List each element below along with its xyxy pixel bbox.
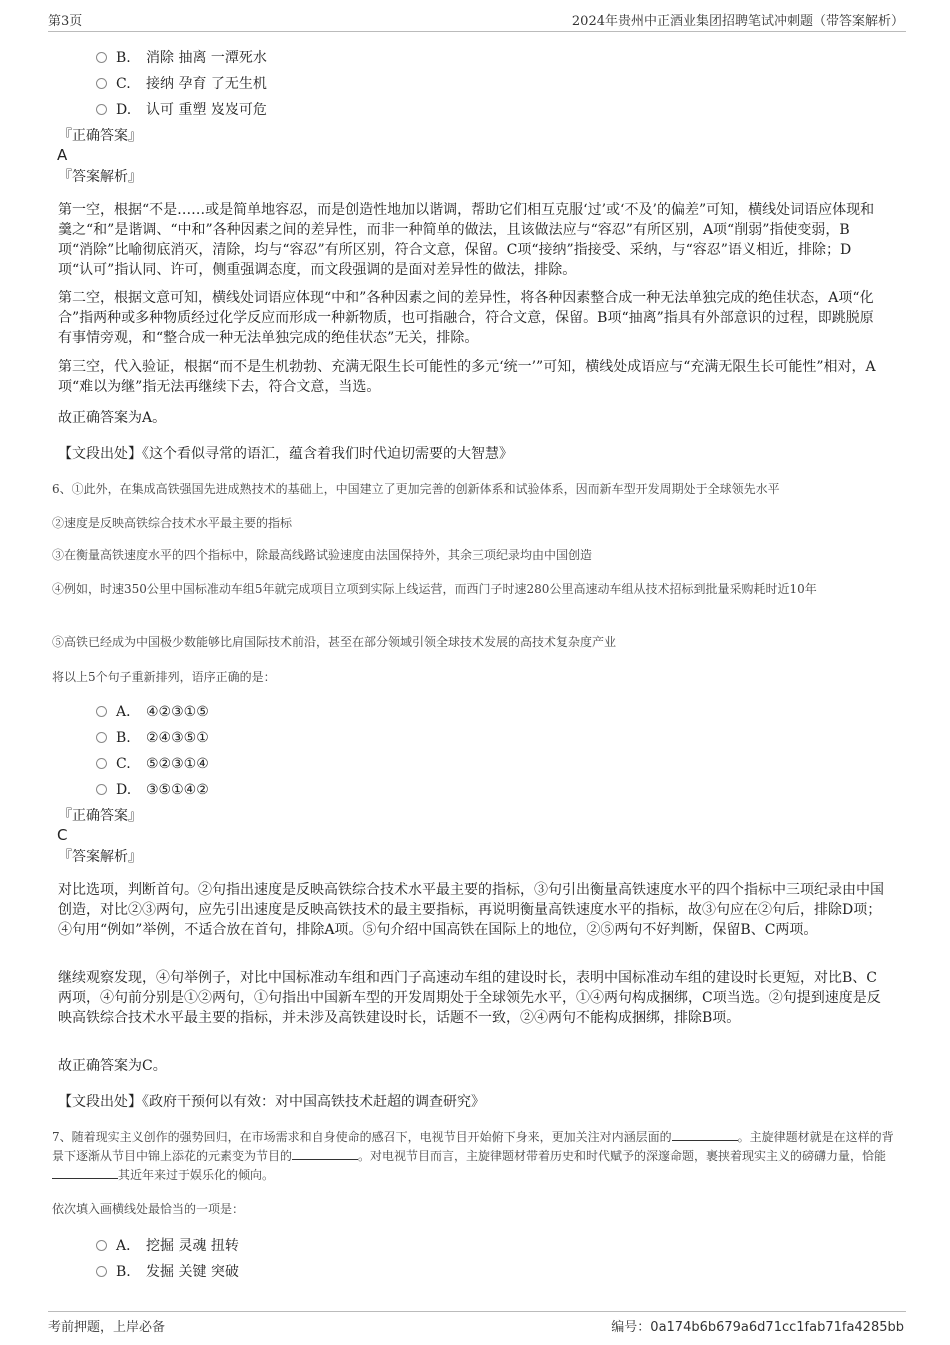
- radio-icon[interactable]: [96, 706, 107, 717]
- q6-analysis-p1: 对比选项，判断首句。②句指出速度是反映高铁综合技术水平最主要的指标，③句引出衡量高铁速度水平的四个指标中三项纪录由中国创造，对比②③两句，应先引出速度是反映高铁技术的最主要指标，再说明衡量高铁速度水平的指标，故③句应在②句后，排除D项；④句用“例如”举例，不适合放在首句，排除A项。⑤句介绍中国高铁在国际上的地位，②⑤两句不好判断，保留B、C两项。: [58, 882, 884, 938]
- radio-icon[interactable]: [96, 1240, 107, 1251]
- q6-source: 【文段出处】《政府干预何以有效：对中国高铁技术赶超的调查研究》: [58, 1094, 485, 1110]
- q6-sentence-3: ③在衡量高铁速度水平的四个指标中，除最高线路试验速度由法国保持外，其余三项纪录均由中国创造: [52, 548, 593, 562]
- radio-icon[interactable]: [96, 104, 107, 115]
- q7-option-b[interactable]: B. 发掘 关键 突破: [96, 1262, 239, 1282]
- q6-sentence-2: ②速度是反映高铁综合技术水平最主要的指标: [52, 516, 293, 530]
- q5-analysis-label: 『答案解析』: [58, 169, 142, 185]
- q6-option-d[interactable]: D. ③⑤①④②: [96, 780, 209, 800]
- radio-icon[interactable]: [96, 758, 107, 769]
- q5-analysis-p2: 第二空，根据文意可知，横线处词语应体现“中和”各种因素之间的差异性，将各种因素整合成一种无法单独完成的绝佳状态，A项“化合”指两种或多种物质经过化学反应而形成一种新物质，也可指融合，符合文意，保留。B项“抽离”指具有外部意识的过程，即跳脱原有事情旁观，和“整合成一种无法单独完成的绝佳状态”无关，排除。: [58, 290, 874, 346]
- q6-prompt: 将以上5个句子重新排列，语序正确的是：: [52, 670, 276, 684]
- q5-correct-answer-label: 『正确答案』: [58, 128, 142, 144]
- q5-analysis-p4: 故正确答案为A。: [58, 410, 167, 426]
- footer-divider: [48, 1311, 906, 1312]
- q6-option-a[interactable]: A． ④②③①⑤: [96, 702, 209, 722]
- q6-sentence-4: ④例如，时速350公里中国标准动车组5年就完成项目立项到实际上线运营，而西门子时速280公里高速动车组从技术招标到批量采购耗时近10年: [52, 582, 817, 596]
- fill-blank-2: [292, 1147, 358, 1160]
- q7-prompt: 依次填入画横线处最恰当的一项是：: [52, 1202, 245, 1216]
- q7-question-text: 7、随着现实主义创作的强势回归，在市场需求和自身使命的感召下，电视节目开始俯下身来，更加关注对内涵层面的 。主旋律题材就是在这样的背景下逐渐从节目中锦上添花的元素变为节目的 。对电视节目而言，主旋律题材带着历史和时代赋予的深邃命题，裹挟着现实主义的磅礴力量，恰能其近年来过于娱乐化的倾向。: [52, 1130, 894, 1182]
- q5-source: 【文段出处】《这个看似寻常的语汇，蕴含着我们时代迫切需要的大智慧》: [58, 446, 513, 462]
- q5-answer: A: [57, 146, 68, 164]
- q6-sentence-1: 6、①此外，在集成高铁强国先进成熟技术的基础上，中国建立了更加完善的创新体系和试验体系，因而新车型开发周期处于全球领先水平: [52, 482, 780, 496]
- page-number: 第3页: [48, 14, 83, 29]
- header-divider: [48, 31, 906, 32]
- q5-option-c[interactable]: C. 接纳 孕育 了无生机: [96, 74, 267, 94]
- q6-correct-answer-label: 『正确答案』: [58, 808, 142, 824]
- q7-option-a[interactable]: A． 挖掘 灵魂 扭转: [96, 1236, 239, 1256]
- document-title: 2024年贵州中正酒业集团招聘笔试冲刺题（带答案解析）: [571, 14, 904, 29]
- q6-analysis-label: 『答案解析』: [58, 849, 142, 865]
- footer-slogan: 考前押题，上岸必备: [48, 1320, 166, 1335]
- q5-option-d[interactable]: D. 认可 重塑 岌岌可危: [96, 100, 267, 120]
- q5-option-b[interactable]: B. 消除 抽离 一潭死水: [96, 48, 267, 68]
- q6-answer: C: [57, 826, 68, 844]
- q6-sentence-5: ⑤高铁已经成为中国极少数能够比肩国际技术前沿，甚至在部分领域引领全球技术发展的高技术复杂度产业: [52, 635, 617, 649]
- fill-blank-3: [52, 1166, 118, 1179]
- q6-option-c[interactable]: C. ⑤②③①④: [96, 754, 209, 774]
- radio-icon[interactable]: [96, 732, 107, 743]
- radio-icon[interactable]: [96, 78, 107, 89]
- radio-icon[interactable]: [96, 784, 107, 795]
- q6-option-b[interactable]: B. ②④③⑤①: [96, 728, 209, 748]
- q6-analysis-p3: 故正确答案为C。: [58, 1058, 167, 1074]
- q6-analysis-p2: 继续观察发现，④句举例子，对比中国标准动车组和西门子高速动车组的建设时长，表明中国标准动车组的建设时长更短，对比B、C两项，④句前分别是①②两句，①句指出中国新车型的开发周期处于全球领先水平，①④两句构成捆绑，C项当选。②句提到速度是反映高铁综合技术水平最主要的指标，并未涉及高铁建设时长，话题不一致，②④两句不能构成捆绑，排除B项。: [58, 970, 881, 1026]
- radio-icon[interactable]: [96, 52, 107, 63]
- radio-icon[interactable]: [96, 1266, 107, 1277]
- q5-analysis-p3: 第三空，代入验证，根据“而不是生机勃勃、充满无限生长可能性的多元‘统一’”可知，横线处成语应与“充满无限生长可能性”相对，A项“难以为继”指无法再继续下去，符合文意，当选。: [58, 359, 876, 395]
- fill-blank-1: [672, 1128, 738, 1141]
- footer-doc-code: 编号：0a174b6b679a6d71cc1fab71fa4285bb: [611, 1320, 904, 1335]
- q5-analysis-p1: 第一空，根据“不是……或是简单地容忍，而是创造性地加以谐调，帮助它们相互克服‘过’或‘不及’的偏差”可知，横线处词语应体现和羹之“和”是谐调、“中和”各种因素之间的差异性，而非一种简单的做法，且该做法应与“容忍”有所区别，A项“削弱”指使变弱，B项“消除”比喻彻底消灭，清除，均与“容忍”有所区别，符合文意，保留。C项“接纳”指接受、采纳，与“容忍”语义相近，排除；D项“认可”指认同、许可，侧重强调态度，而文段强调的是面对差异性的做法，排除。: [58, 202, 875, 278]
